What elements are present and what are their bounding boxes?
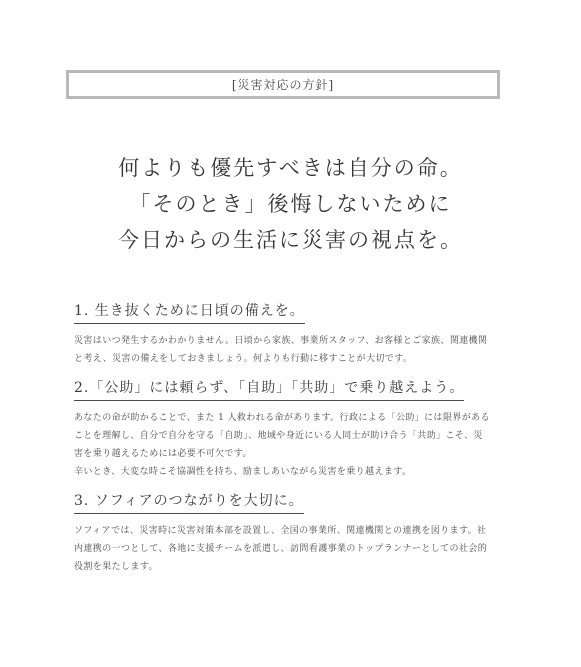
section-2-paragraph-2: 辛いとき、大変な時こそ協調性を持ち、励ましあいながら災害を乗り越えます。 (74, 467, 412, 477)
section-2-heading: 2.「公助」には頼らず、「自助」「共助」で乗り越えよう。 (74, 377, 464, 401)
hero-line-3: 今日からの生活に災害の視点を。 (118, 228, 463, 252)
policy-title: [災害対応の方針] (231, 78, 335, 92)
hero-line-1: 何よりも優先すべきは自分の命。 (118, 156, 463, 180)
section-2 (74, 377, 490, 481)
section-1-paragraph-1: 災害はいつ発生するかわかりません。日頃から家族、事業所スタッフ、お客様とご家族、関連機関と考え、災害の備えをしておきましょう。何よりも行動に移すことが大切です。 (74, 336, 488, 364)
section-3-paragraph-1: ソフィアでは、災害時に災害対策本部を設置し、全国の事業所、関連機関との連携を図ります。社内連携の一つとして、各地に支援チームを派遣し、訪問看護事業のトップランナーとしての社会的役割を果たします。 (74, 526, 488, 572)
section-3-heading: 3. ソフィアのつながりを大切に。 (74, 490, 304, 514)
hero-line-2: 「そのとき」後悔しないために (129, 192, 452, 216)
section-3 (74, 490, 490, 576)
policy-title-box (66, 70, 500, 99)
section-2-paragraph-1: あなたの命が助かることで、また 1 人救われる命があります。行政による「公助」には限界があることを理解し、自分で自分を守る「自助」、地域や身近にいる人同士が助け合う「共助」こそ、災害を乗り越えるためには必要不可欠です。 (74, 413, 490, 459)
hero-message (0, 150, 581, 258)
section-1-heading: 1. 生き抜くために日頃の備えを。 (74, 300, 305, 324)
section-1 (74, 300, 490, 368)
